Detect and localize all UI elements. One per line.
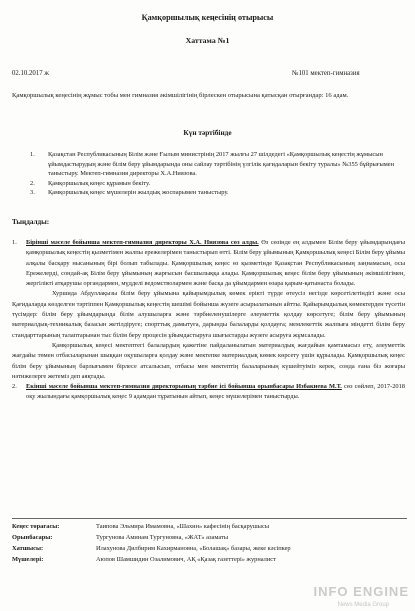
agenda-item bbox=[30, 179, 404, 189]
item-one-lead: Бірінші мәселе бойынша мектеп-гимназия директоры Х.А. Ниязова сөз алды. bbox=[26, 239, 259, 246]
watermark-subtitle: News Media Group bbox=[337, 602, 389, 608]
agenda-item-number: 1. bbox=[30, 151, 35, 158]
table-top-rule bbox=[12, 518, 407, 519]
member-person: Тургунова Аминам Тургуновна, «ЖАТ» азаматы bbox=[96, 534, 229, 541]
table-row bbox=[12, 533, 407, 544]
item-one-text: Өз сөзінде ең алдымен Білім беру ұйымдарындағы қамқоршылық кеңестің қызметімен жалпы ережелерімен таныстырып өтті. Білім беру ұйымының Қамқоршылық кеңесі Білім беру ұйымы алқалы басқару нысанының бірі болып табылады. Қамқоршылық кеңес өз қызметінде Қазақстан Республикасының заңнамасын, осы Ережелерді, сондай-ақ Білім беру ұйымының жарғысын басшылыққа алады. Қамқоршылық кеңес білім беру ұйымының әкімшілігімен, жергілікті атқарушы органдармен, мүдделі ведомстволармен және басқа да ұйымдармен өзара қарым-қатынаста болады. bbox=[26, 239, 406, 288]
agenda-item-text: Қамқоршылық кеңес құрамын бекіту. bbox=[48, 179, 151, 187]
board-members-table bbox=[12, 522, 407, 566]
member-role: Хатшысы: bbox=[12, 545, 44, 552]
member-role: Кеңес төрағасы: bbox=[12, 523, 60, 530]
meeting-date: 02.10.2017 ж bbox=[12, 70, 49, 77]
agenda-item bbox=[30, 150, 404, 179]
agenda-list bbox=[30, 150, 404, 198]
member-person: Аюпов Шамшидин Озалимович, АҚ «Қазақ газеттері» журналист bbox=[96, 556, 276, 563]
agenda-item-text: Қазақстан Республикасының Білім және Ғылым министрінің 2017 жылғы 27 шілдедегі «Қамқоршылық кеңестің жұмысын ұйымдастырудың және білім беру ұйымдарында оны сайлау тәртібінің үлгілік қағидаларын бекіту туралы» №355 бұйрығымен таныстыру. Мектеп-гимназия директоры Х.А.Ниязова. bbox=[48, 151, 395, 178]
table-row bbox=[12, 555, 407, 566]
item-two-number: 2. bbox=[12, 383, 17, 391]
item-two-text: сөз сөйлеп, 2017-2018 оқу жылындағы қамқоршылық кеңес 9 адамдан тұратынын айтып, кеңес мүшелерімен таныстырды. bbox=[26, 383, 405, 401]
paragraph-board-purpose: Қамқоршылық кеңесі мектептегі балалардың қажетіне пайдаланылатын материалдық жағдайын қамтамасыз ету, әлеуметтік жағдайы төмен отбасыларынан шыққан оқушыларға қолдау және мектепке материалдық көмек көрсету үшін құрылады. Қамқоршылық кеңес білім беру ұйымының барлығымен бірлесе атсалысып, отбасы мен мектептің балаларының күшейтуіміз керек, сонда ғана біз жоғары нәтижелерге жетеміз деп аяқтады. bbox=[12, 341, 405, 380]
agenda-item-number: 3. bbox=[30, 189, 35, 197]
minutes-body bbox=[12, 238, 405, 403]
item-one-number: 1. bbox=[12, 239, 17, 246]
agenda-heading: Күн тәртібінде bbox=[183, 128, 232, 137]
member-role: Орынбасары: bbox=[12, 534, 53, 541]
member-role: Мүшелері: bbox=[12, 556, 44, 563]
attendance-intro: Қамқоршылық кеңесінің жұмыс тобы мен гимназия әкімшілігінің бірлескен отырысына қатысқан отырғандар: 16 адам. bbox=[12, 92, 349, 99]
listened-heading: Тыңдалды: bbox=[12, 218, 50, 226]
agenda-item-text: Қамқоршылық кеңес мүшелерін жылдық жоспарымен таныстыру. bbox=[48, 189, 229, 197]
member-person: Илахунова Дилбирим Кахирмановна, «Болашақ» базары, жеке кәсіпкер bbox=[96, 545, 291, 552]
item-two-lead: Екінші мәселе бойынша мектеп-гимназия директорының тәрбие ісі бойынша орынбасары Избакиева М.Т. bbox=[26, 383, 342, 391]
document-title: Қамқоршылық кеңесінің отырысы bbox=[141, 13, 274, 22]
agenda-item-number: 2. bbox=[30, 179, 35, 187]
item-two bbox=[12, 382, 405, 403]
member-person: Таипова Эльмира Имамовна, «Шахин» кафесінің басқарушысы bbox=[96, 523, 270, 530]
paragraph-donations: Хуршида Абдуллақызы білім беру ұйымына қайырымдылық көмек ерікті түрде өтеусіз негізде көрсетілетіндігі және осы Қағидаларда көзделген тәртіппен Қамқоршылық кеңестің шешімі бойынша жүзеге асырылатынын айтты. Қайырымдылық көмектерден түсетін түсімдер: білім беру ұйымдарында білім алушыларға және тәрбиеленушілерге әлеуметтік қолдау көрсетуге; білім беру ұйымының материалдық-техникалық базасын жетілдіруге; спорттық дамытуға, дарынды балаларды қолдауға; мемлекеттік жалпыға міндетті білім беру стандарттарының талаптарынан тыс білім беру процесін ұйымдастыруға шығыстарды жүзеге асыруға жұмсалады. bbox=[12, 290, 405, 339]
watermark-logo: INFO ENGINE bbox=[313, 584, 409, 599]
table-row bbox=[12, 522, 407, 533]
item-one bbox=[12, 238, 405, 289]
protocol-number: Хаттама №1 bbox=[185, 36, 230, 45]
agenda-item bbox=[30, 188, 404, 198]
school-number: №101 мектеп-гимназия bbox=[292, 70, 360, 77]
table-row bbox=[12, 544, 407, 555]
